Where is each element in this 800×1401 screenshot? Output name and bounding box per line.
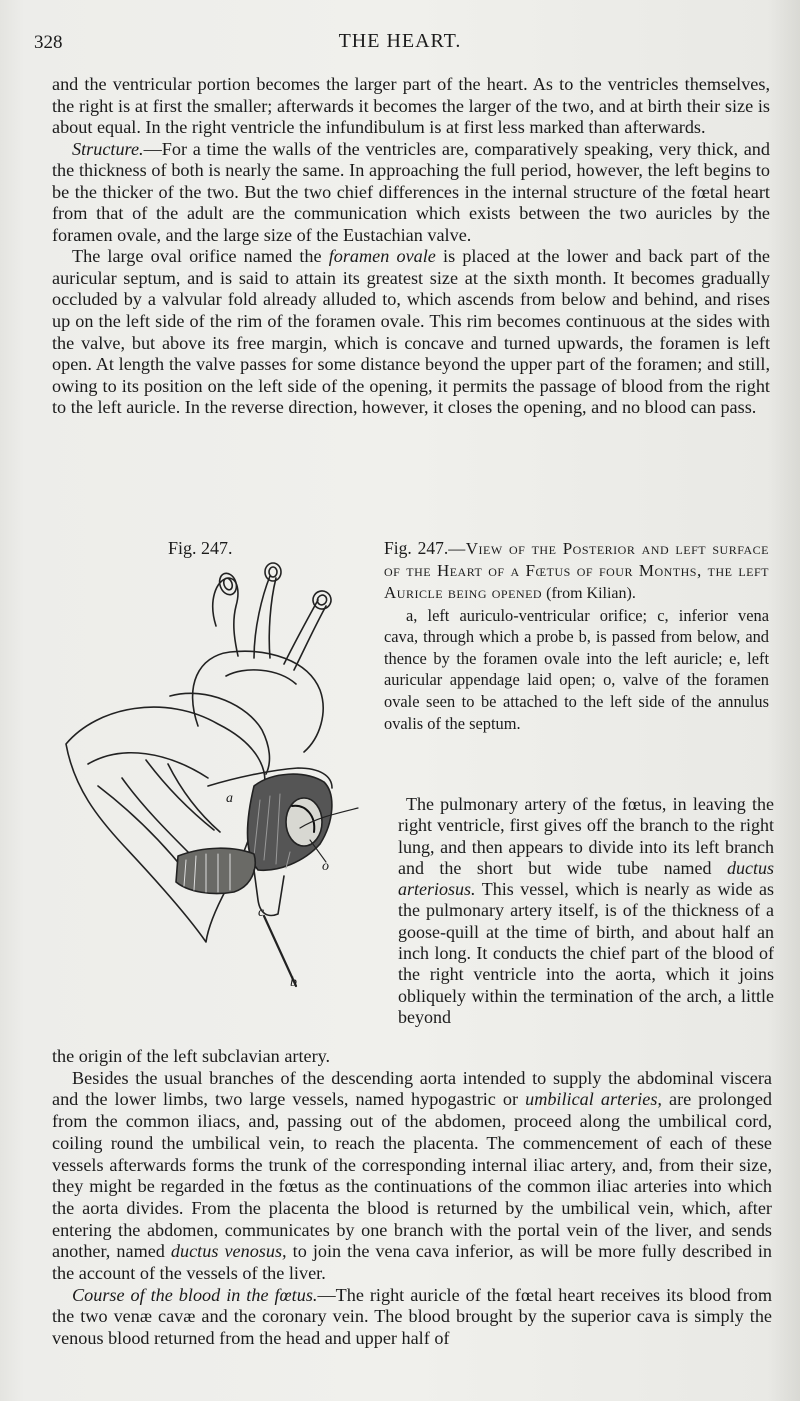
page-number: 328 xyxy=(34,32,63,53)
foramen-before: The large oval orifice named the xyxy=(72,246,329,267)
ductus-arteriosus-term: ductus arteriosus. xyxy=(398,857,774,900)
heart-illustration xyxy=(58,556,393,1001)
lower-body-text xyxy=(52,1046,772,1350)
label-a: a xyxy=(226,791,233,806)
paragraph-ventricles: and the ventricular portion becomes the larger part of the heart. As to the ventricles themselves, the right is at first the smaller; afterwards it becomes the larger of the two, and at birth their size is about equal. In the right ventricle the infundibulum is at first less marked than afterwards. xyxy=(52,74,770,138)
besides-text-3: to join the vena cava inferior, as will be more fully described in the account of the vessels of the liver. xyxy=(52,1241,772,1284)
paragraph-course xyxy=(52,1285,772,1350)
figure-caption xyxy=(384,538,769,734)
caption-source: (from Kilian). xyxy=(546,585,636,603)
structure-label: Structure. xyxy=(72,138,144,159)
ductus-venosus-term: ductus venosus, xyxy=(170,1241,287,1262)
paragraph-besides xyxy=(52,1068,772,1285)
left-auricle-opened xyxy=(248,774,332,870)
caption-heading xyxy=(384,538,769,605)
course-label: Course of the blood in the fœtus. xyxy=(72,1284,318,1305)
label-c: c xyxy=(258,905,265,920)
caption-number: Fig. 247. xyxy=(384,538,449,558)
foramen-after: is placed at the lower and back part of the auricular septum, and is said to attain its greatest size at the sixth month. It becomes gradually occluded by a valvular fold already alluded to, which ascends from below and behind, and rises up on the left side of the rim of the foramen ovale. This rim becomes continuous at the sides with the valve, but above its free margin, which is concave and turned upwards, the foramen is left open. At length the valve passes for some distance beyond the upper part of the foramen; and still, owing to its position on the left side of the opening, it permits the passage of blood from the right to the left auricle. In the reverse direction, however, it closes the opening, and no blood can pass. xyxy=(52,246,771,418)
besides-text-2: are prolonged from the common iliacs, and, passing out of the abdomen, proceed along the umbilical cord, coiling round the umbilical vein, to reach the placenta. The commencement of each of these vessels afterwards forms the trunk of the corresponding internal iliac artery, and, from their size, they might be regarded in the fœtus as the continuations of the common iliac arteries into which the aorta divides. From the placenta the blood is returned by the umbilical vein, which, after entering the abdomen, communicates by one branch with the portal vein of the liver, and sends another, named xyxy=(52,1089,773,1262)
caption-title: —View of the Posterior and left surface of the Heart of a Fœtus of four Months, the left Auricle being opened xyxy=(384,539,769,603)
aortic-arch xyxy=(193,651,324,752)
course-text: —The right auricle of the fœtal heart receives its blood from the two venæ cavæ and the coronary vein. The blood brought by the superior cava is simply the venous blood returned from the head and upper half of xyxy=(52,1284,772,1349)
foramen-term: foramen ovale xyxy=(328,246,436,267)
pulmonary-artery-column xyxy=(398,794,774,1028)
running-title: THE HEART. xyxy=(338,30,462,52)
paragraph-foramen-ovale xyxy=(52,246,770,418)
structure-text: —For a time the walls of the ventricles are, comparatively speaking, very thick, and the thickness of both is nearly the same. In approaching the full period, however, the left begins to be the thicker of the two. But the two chief differences in the internal structure of the fœtal heart from that of the adult are the communication which exists between the two auricles by the foramen ovale, and the large size of the Eustachian valve. xyxy=(52,138,770,245)
auricular-appendage xyxy=(176,848,255,893)
umbilical-arteries-term: umbilical arteries, xyxy=(525,1089,662,1110)
figure-label: Fig. 247. xyxy=(168,538,233,558)
upper-body-text xyxy=(52,74,770,419)
pulmonary-text-2: This vessel, which is nearly as wide as the pulmonary artery itself, is of the thickness of a goose-quill at the time of birth, and about half an inch long. It conducts the chief part of the blood of the right ventricle into the aorta, which it joins obliquely within the termination of the arch, a little beyond xyxy=(398,879,774,1027)
heart-ventricles xyxy=(66,707,265,942)
paragraph-structure xyxy=(52,139,770,247)
besides-text-1: Besides the usual branches of the descending aorta intended to supply the abdominal viscera and the lower limbs, two large vessels, named hypogastric or xyxy=(52,1067,772,1110)
label-b: b xyxy=(290,975,297,990)
caption-text: a, left auriculo-ventricular orifice; c, inferior vena cava, through which a probe b, is passed from below, and thence by the foramen ovale into the left auricle; e, left auricular appendage laid open; o, valve of the foramen ovale seen to be attached to the left side of the annulus ovalis of the septum. xyxy=(384,605,769,733)
paragraph-pulmonary xyxy=(398,794,774,1028)
pulmonary-text-1: The pulmonary artery of the fœtus, in leaving the right ventricle, first gives off the branch to the right lung, and then appears to divide into its left branch and the short but wide tube named xyxy=(398,794,774,878)
page-header xyxy=(0,32,800,60)
pulmonary-continuation: the origin of the left subclavian artery. xyxy=(52,1046,331,1066)
label-o: o xyxy=(322,859,329,874)
